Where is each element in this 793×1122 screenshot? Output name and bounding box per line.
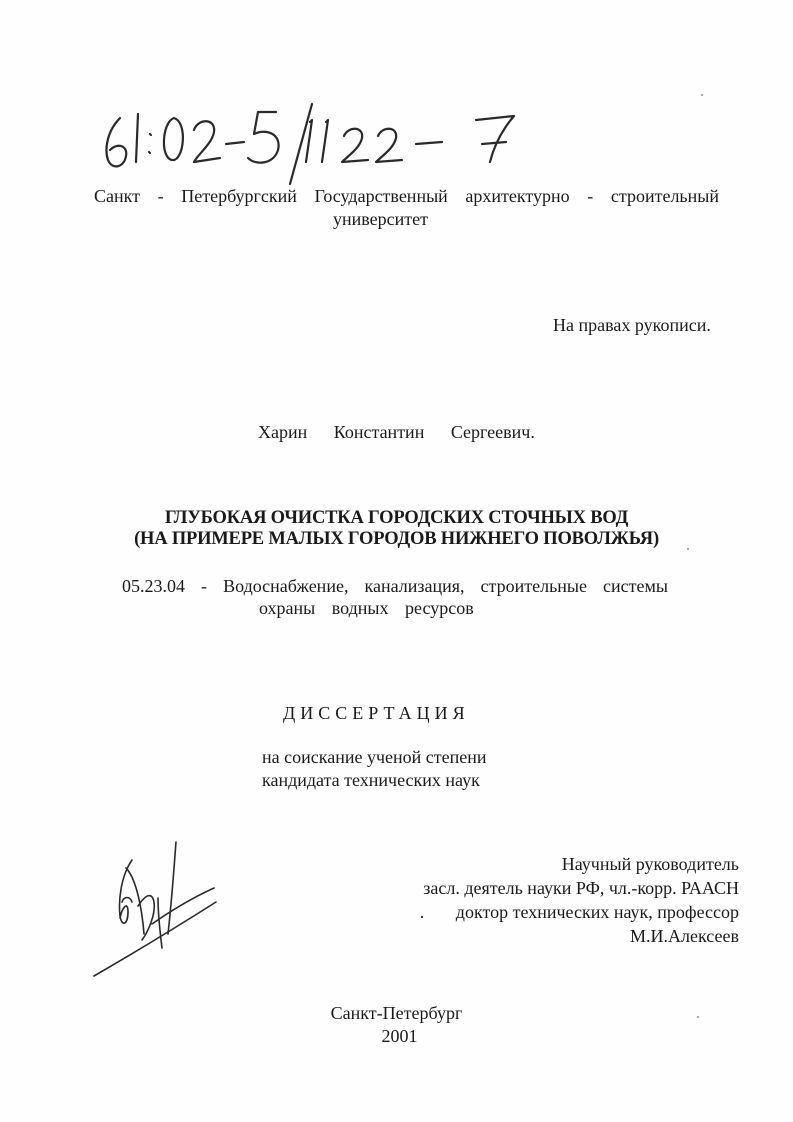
- year: 2001: [381, 1026, 418, 1046]
- scan-speck: [701, 94, 703, 96]
- scan-speck: [687, 548, 689, 550]
- handwritten-signature: [92, 838, 232, 988]
- specialty-code-line2: охраны водных ресурсов: [259, 598, 474, 618]
- supervisor-academic-title: доктор технических наук, профессор: [455, 902, 739, 922]
- supervisor-role: Научный руководитель: [561, 854, 739, 874]
- thesis-title-line2: (НА ПРИМЕРЕ МАЛЫХ ГОРОДОВ НИЖНЕГО ПОВОЛЖЬЯ): [134, 529, 659, 549]
- author-name: Харин Константин Сергеевич.: [258, 422, 535, 442]
- city: Санкт-Петербург: [330, 1003, 463, 1023]
- supervisor-academic-title-row: [339, 900, 739, 924]
- manuscript-rights-note: На правах рукописи.: [553, 315, 711, 335]
- institution-name-line1: Санкт - Петербургский Государственный архитектурно - строительный: [94, 186, 719, 206]
- institution-name-line2: университет: [333, 209, 428, 229]
- document-type: ДИССЕРТАЦИЯ: [283, 703, 470, 723]
- scan-speck: [697, 1016, 699, 1018]
- degree-line1: на соискание ученой степени: [262, 747, 487, 767]
- thesis-title-line1: ГЛУБОКАЯ ОЧИСТКА ГОРОДСКИХ СТОЧНЫХ ВОД: [164, 508, 629, 528]
- supervisor-honorary-title: засл. деятель науки РФ, чл.-корр. РААСН: [423, 878, 739, 898]
- stray-dot: .: [419, 902, 425, 922]
- supervisor-block: [339, 852, 739, 948]
- supervisor-name: М.И.Алексеев: [630, 926, 739, 946]
- degree-line2: кандидата технических наук: [262, 770, 480, 790]
- specialty-code-line1: 05.23.04 - Водоснабжение, канализация, строительные системы: [122, 576, 668, 596]
- handwritten-archive-code: [98, 100, 538, 195]
